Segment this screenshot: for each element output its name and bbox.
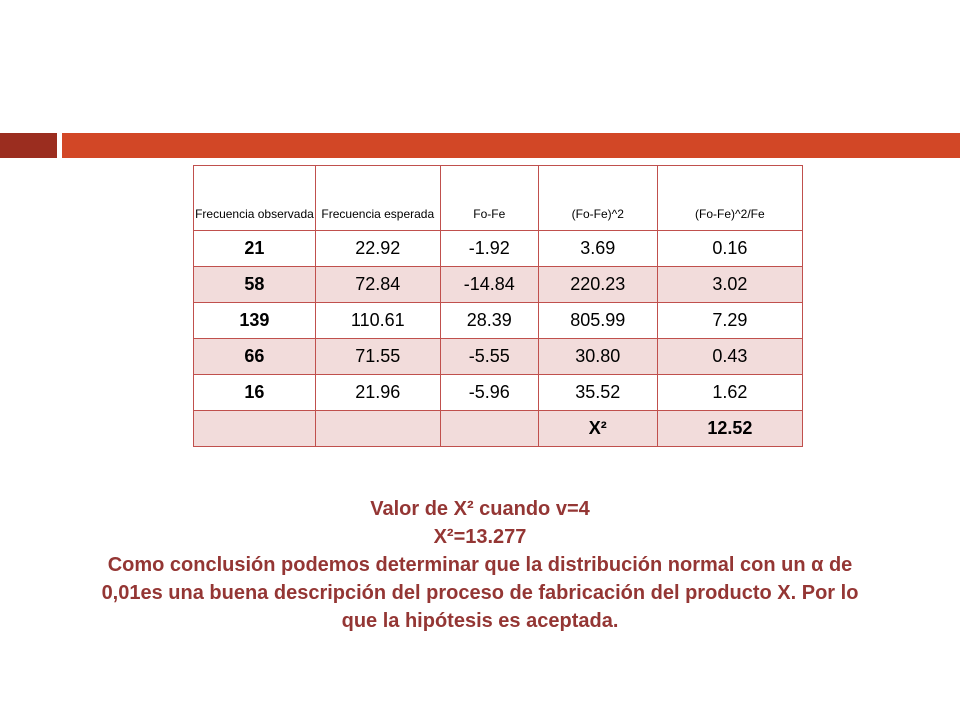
table-row bbox=[194, 267, 803, 303]
header-squared-difference: (Fo-Fe)^2 bbox=[538, 166, 657, 231]
header-difference: Fo-Fe bbox=[440, 166, 538, 231]
table-cell: 35.52 bbox=[538, 375, 657, 411]
chi-square-label: X² bbox=[538, 411, 657, 447]
table-cell: -5.96 bbox=[440, 375, 538, 411]
table-cell: 66 bbox=[194, 339, 316, 375]
header-chi-term: (Fo-Fe)^2/Fe bbox=[657, 166, 802, 231]
table-cell: 72.84 bbox=[315, 267, 440, 303]
chi-square-total: 12.52 bbox=[657, 411, 802, 447]
critical-value: X²=13.277 bbox=[433, 526, 527, 548]
table-cell: -14.84 bbox=[440, 267, 538, 303]
table-cell: 28.39 bbox=[440, 303, 538, 339]
table-cell: 71.55 bbox=[315, 339, 440, 375]
table-cell: 22.92 bbox=[315, 231, 440, 267]
table-row bbox=[194, 303, 803, 339]
table-cell: 0.16 bbox=[657, 231, 802, 267]
table-total-row bbox=[194, 411, 803, 447]
conclusion-statement: Como conclusión podemos determinar que la distribución normal con un α de 0,01es una buena descripción del proceso de fabricación del producto X. Por lo que la hipótesis es aceptada. bbox=[101, 554, 859, 632]
table-cell: 220.23 bbox=[538, 267, 657, 303]
conclusion-text-block bbox=[90, 495, 870, 635]
table-cell: -5.55 bbox=[440, 339, 538, 375]
table-row bbox=[194, 231, 803, 267]
table-cell: 139 bbox=[194, 303, 316, 339]
table-cell: 0.43 bbox=[657, 339, 802, 375]
table-cell: -1.92 bbox=[440, 231, 538, 267]
table-cell: 110.61 bbox=[315, 303, 440, 339]
table-cell: 7.29 bbox=[657, 303, 802, 339]
title-accent-bar-left bbox=[0, 133, 57, 158]
table-cell-empty bbox=[440, 411, 538, 447]
table-cell: 805.99 bbox=[538, 303, 657, 339]
table-cell: 21.96 bbox=[315, 375, 440, 411]
header-expected-frequency: Frecuencia esperada bbox=[315, 166, 440, 231]
table-header-row bbox=[194, 166, 803, 231]
table-cell-empty bbox=[194, 411, 316, 447]
header-observed-frequency: Frecuencia observada bbox=[194, 166, 316, 231]
table-cell: 1.62 bbox=[657, 375, 802, 411]
table-cell: 21 bbox=[194, 231, 316, 267]
table-cell: 3.02 bbox=[657, 267, 802, 303]
table-cell: 30.80 bbox=[538, 339, 657, 375]
table-cell: 58 bbox=[194, 267, 316, 303]
table-row bbox=[194, 375, 803, 411]
table-cell: 3.69 bbox=[538, 231, 657, 267]
table-cell-empty bbox=[315, 411, 440, 447]
title-accent-bar-right bbox=[62, 133, 960, 158]
critical-value-heading: Valor de X² cuando v=4 bbox=[370, 498, 590, 520]
table-cell: 16 bbox=[194, 375, 316, 411]
table-row bbox=[194, 339, 803, 375]
chi-square-table bbox=[193, 165, 803, 447]
